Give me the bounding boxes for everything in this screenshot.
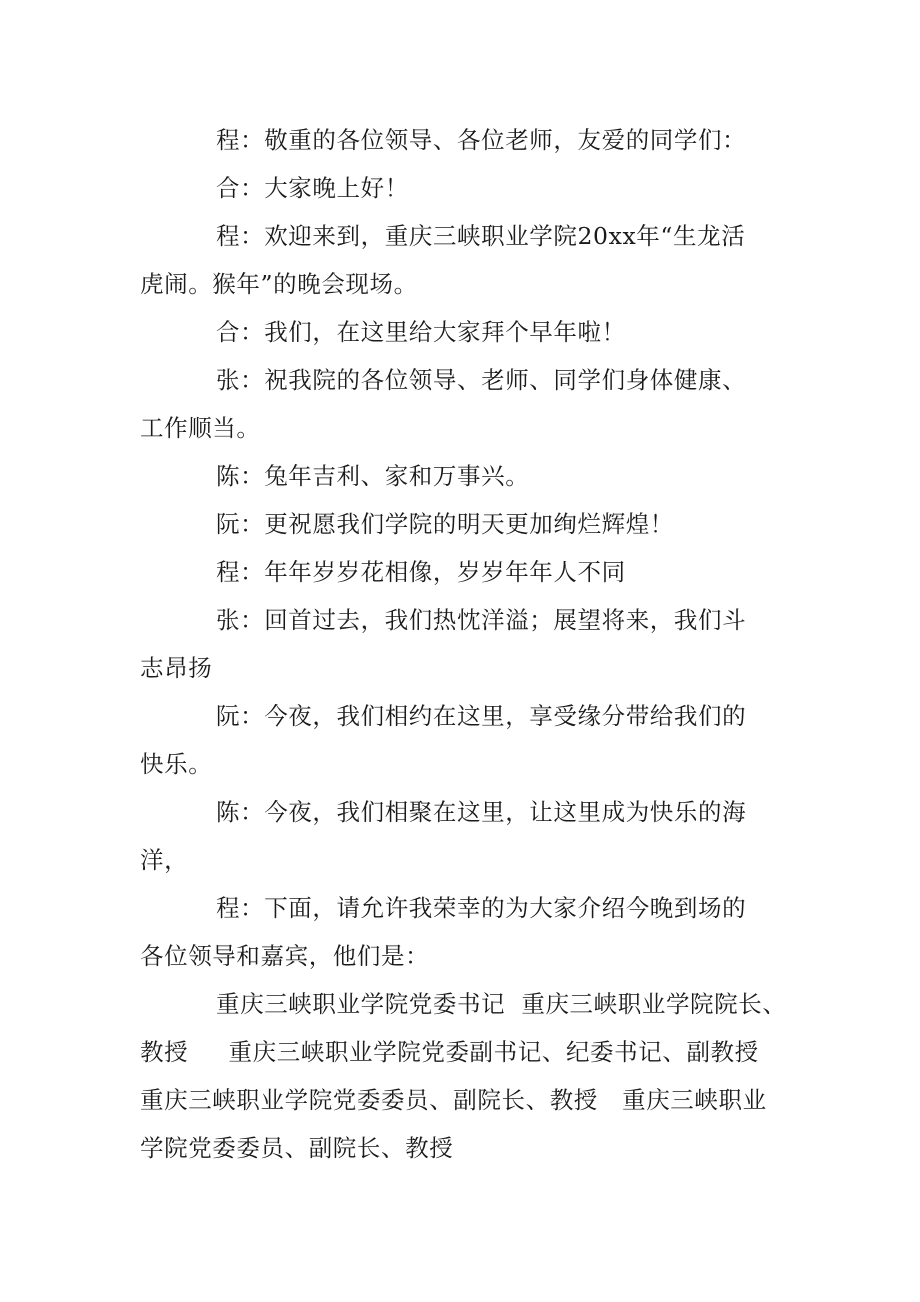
text-line: 程：敬重的各位领导、各位老师，友爱的同学们： xyxy=(216,126,747,154)
text-line: 陈：兔年吉利、家和万事兴。 xyxy=(216,462,530,490)
text-line: 合：我们，在这里给大家拜个早年啦！ xyxy=(216,318,626,346)
text-line: 阮：更祝愿我们学院的明天更加绚烂辉煌！ xyxy=(216,510,674,538)
text-line: 重庆三峡职业学院党委委员、副院长、教授 重庆三峡职业 xyxy=(140,1086,767,1114)
text-line: 虎闹。猴年”的晚会现场。 xyxy=(140,270,418,298)
text-line: 快乐。 xyxy=(140,750,213,778)
text-line: 程：欢迎来到，重庆三峡职业学院20xx年“生龙活 xyxy=(216,222,746,250)
text-line: 张：祝我院的各位领导、老师、同学们身体健康、 xyxy=(216,366,747,394)
text-line: 洋， xyxy=(140,846,189,874)
text-line: 程：下面，请允许我荣幸的为大家介绍今晚到场的 xyxy=(216,894,747,922)
text-line: 学院党委委员、副院长、教授 xyxy=(140,1134,454,1162)
text-line: 张：回首过去，我们热忱洋溢；展望将来，我们斗 xyxy=(216,606,747,634)
text-line: 陈：今夜，我们相聚在这里，让这里成为快乐的海 xyxy=(216,798,747,826)
text-line: 程：年年岁岁花相像，岁岁年年人不同 xyxy=(216,558,626,586)
text-line: 志昂扬 xyxy=(140,654,213,682)
text-line: 工作顺当。 xyxy=(140,414,261,442)
text-line: 合：大家晚上好！ xyxy=(216,174,409,202)
text-line: 各位领导和嘉宾，他们是： xyxy=(140,942,430,970)
document-body xyxy=(140,116,790,1172)
text-line: 教授 重庆三峡职业学院党委副书记、纪委书记、副教授 xyxy=(140,1038,759,1066)
text-line: 阮：今夜，我们相约在这里，享受缘分带给我们的 xyxy=(216,702,747,730)
text-line: 重庆三峡职业学院党委书记 重庆三峡职业学院院长、 xyxy=(216,990,787,1018)
